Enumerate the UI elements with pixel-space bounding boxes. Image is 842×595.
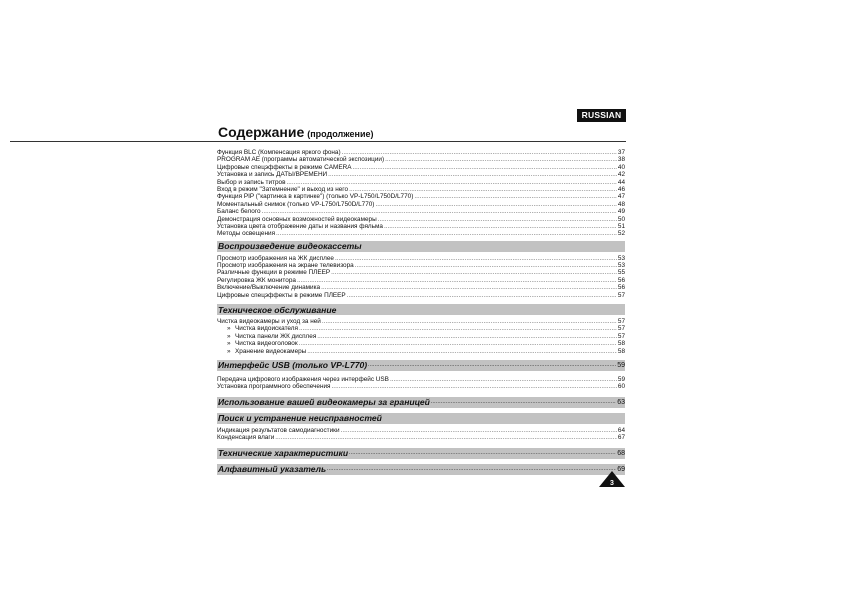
toc-entry[interactable]: Включение/Выключение динамика ..... 56 — [217, 284, 625, 291]
title-rule — [10, 141, 626, 142]
toc-entry[interactable]: Просмотр изображения на экране телевизора ..... 53 — [217, 262, 625, 269]
page-title — [218, 124, 374, 142]
toc-entry[interactable]: Цифровые спецэффекты в режиме CAMERA ..... 40 — [217, 164, 625, 171]
toc-entry[interactable]: Вход в режим "Затемнение" и выход из него ..... 46 — [217, 186, 625, 193]
toc-entry[interactable]: Установка и запись ДАТЫ/ВРЕМЕНИ ..... 42 — [217, 171, 625, 178]
toc-entry[interactable]: Функция PIP ("картинка в картинке") (только VP-L750/L750D/L770) ..... 47 — [217, 193, 625, 200]
toc-group-camera — [217, 149, 625, 238]
toc-subentry[interactable]: » Чистка видоискателя ..... 57 — [217, 325, 625, 332]
toc-subentry[interactable]: » Хранение видеокамеры ..... 58 — [217, 348, 625, 355]
toc-entry[interactable]: Передача цифрового изображения через интерфейс USB ..... 59 — [217, 376, 625, 383]
bullet-icon: » — [227, 325, 231, 333]
bullet-icon: » — [227, 347, 231, 355]
toc-group-usb — [217, 376, 625, 391]
section-heading-maintenance[interactable]: Техническое обслуживание — [217, 304, 625, 315]
toc-entry[interactable]: Чистка видеокамеры и уход за ней ..... 57 — [217, 318, 625, 325]
toc-entry[interactable]: Цифровые спецэффекты в режиме ПЛЕЕР ..... 57 — [217, 292, 625, 299]
language-badge: RUSSIAN — [577, 109, 626, 122]
section-heading-specifications[interactable]: Технические характеристики ..... 68 — [217, 448, 625, 459]
section-heading-usb[interactable]: Интерфейс USB (только VP-L770) ..... 59 — [217, 360, 625, 371]
toc-content — [217, 149, 625, 475]
page-number: 3 — [610, 480, 614, 487]
toc-entry[interactable]: Методы освещения ..... 52 — [217, 230, 625, 237]
toc-entry[interactable]: Демонстрация основных возможностей видеокамеры ..... 50 — [217, 216, 625, 223]
bullet-icon: » — [227, 340, 231, 348]
toc-entry[interactable]: Индикация результатов самодиагностики ..... 64 — [217, 427, 625, 434]
section-heading-abroad[interactable]: Использование вашей видеокамеры за границей ..... 63 — [217, 397, 625, 408]
toc-subentry[interactable]: » Чистка видеоголовок ..... 58 — [217, 340, 625, 347]
title-main: Содержание — [218, 124, 305, 140]
toc-entry[interactable]: Установка цвета отображение даты и названия фяльма ..... 51 — [217, 223, 625, 230]
page-number-triangle-icon — [599, 471, 625, 487]
toc-entry[interactable]: Установка программного обеспечения ..... 60 — [217, 383, 625, 390]
section-heading-playback[interactable]: Воспроизведение видеокассеты — [217, 241, 625, 252]
toc-entry[interactable]: Выбор и запись титров ..... 44 — [217, 179, 625, 186]
toc-entry[interactable]: PROGRAM AE (программы автоматической экспозиции) ..... 38 — [217, 156, 625, 163]
page-number-tab — [599, 471, 625, 487]
toc-entry[interactable]: Моментальный снимок (только VP-L750/L750D/L770) ..... 48 — [217, 201, 625, 208]
toc-group-playback — [217, 255, 625, 299]
toc-entry[interactable]: Различные функции в режиме ПЛЕЕР ..... 55 — [217, 269, 625, 276]
title-subtitle: (продолжение) — [307, 129, 374, 139]
toc-entry[interactable]: Баланс белого ..... 49 — [217, 208, 625, 215]
section-heading-troubleshooting[interactable]: Поиск и устранение неисправностей — [217, 413, 625, 424]
toc-group-maintenance — [217, 318, 625, 355]
toc-entry[interactable]: Конденсация влаги ..... 67 — [217, 434, 625, 441]
toc-group-troubleshooting — [217, 427, 625, 442]
toc-entry[interactable]: Регулировка ЖК монитора ..... 56 — [217, 277, 625, 284]
section-heading-index[interactable]: Алфавитный указатель ..... 69 — [217, 464, 625, 475]
toc-subentry[interactable]: » Чистка панели ЖК дисплея ..... 57 — [217, 333, 625, 340]
toc-entry[interactable]: Просмотр изображения на ЖК дисплее ..... 53 — [217, 255, 625, 262]
toc-entry[interactable]: Функция BLC (Компенсация яркого фона) ..... 37 — [217, 149, 625, 156]
bullet-icon: » — [227, 332, 231, 340]
